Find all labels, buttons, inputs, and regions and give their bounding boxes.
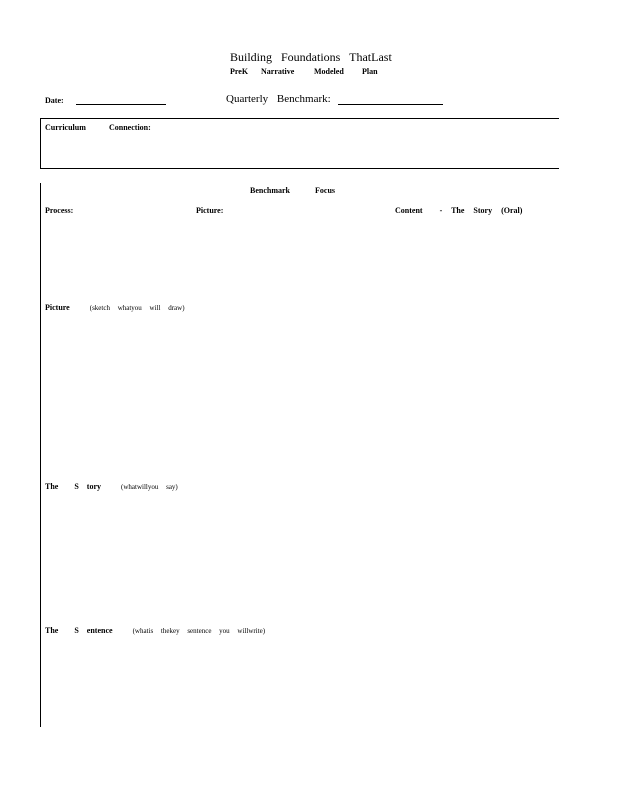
story-section-label: S tory xyxy=(74,482,102,491)
curriculum-label: Curriculum xyxy=(45,123,86,132)
story-the: The xyxy=(45,482,59,491)
quarterly-benchmark-label xyxy=(226,93,331,105)
sentence-section xyxy=(45,620,265,638)
subtitle-plan: Plan xyxy=(362,67,378,76)
quarterly-label: Quarterly xyxy=(226,93,269,105)
sentence-section-hint: (whatis thekey sentence you willwrite) xyxy=(132,627,266,635)
subtitle-narrative: Narrative xyxy=(261,67,295,76)
picture-section-label: Picture xyxy=(45,303,70,312)
benchmark-field[interactable] xyxy=(338,104,443,105)
benchmark-focus-label: Benchmark xyxy=(250,186,290,195)
content-story-oral: - The Story (Oral) xyxy=(439,206,523,215)
connection-label: Connection: xyxy=(109,123,151,132)
process-label: Process: xyxy=(45,206,74,215)
content-label xyxy=(395,206,522,215)
focus-label: Focus xyxy=(315,186,335,195)
date-field[interactable] xyxy=(76,104,166,105)
subtitle-modeled: Modeled xyxy=(314,67,344,76)
story-section xyxy=(45,476,178,494)
sentence-the: The xyxy=(45,626,59,635)
subtitle-prek: PreK xyxy=(230,67,249,76)
sentence-section-label: S entence xyxy=(74,626,113,635)
story-section-hint: (whatwillyou say) xyxy=(121,483,178,491)
plan-area-border xyxy=(40,183,41,727)
content-word: Content xyxy=(395,206,423,215)
page-title: Building Foundations ThatLast xyxy=(230,50,392,64)
date-label: Date: xyxy=(45,96,64,105)
picture-section-hint: (sketch whatyou will draw) xyxy=(89,304,185,312)
picture-header-label: Picture: xyxy=(196,206,224,215)
picture-section xyxy=(45,297,185,315)
benchmark-label: Benchmark: xyxy=(276,93,331,105)
